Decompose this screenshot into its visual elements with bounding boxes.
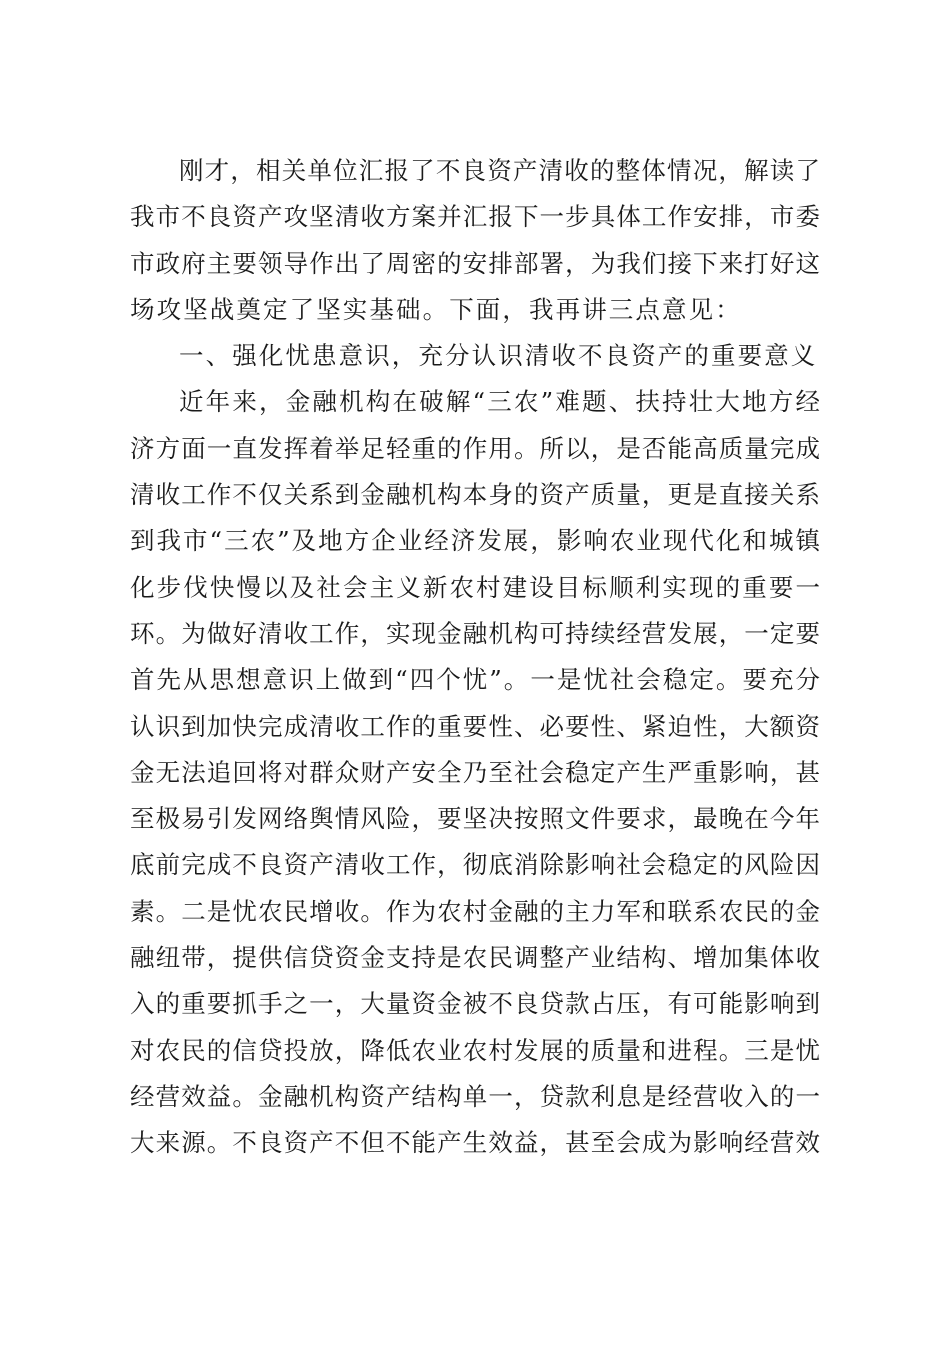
paragraph-line: 首先从思想意识上做到“四个忧”。一是忧社会稳定。要充分 [130, 665, 820, 695]
paragraph-line: 市政府主要领导作出了周密的安排部署，为我们接下来打好这 [130, 248, 820, 278]
paragraph-opening-line: 近年来，金融机构在破解“三农”难题、扶持壮大地方经 [179, 387, 820, 417]
paragraph-line: 认识到加快完成清收工作的重要性、必要性、紧迫性，大额资 [130, 711, 820, 741]
paragraph-line: 至极易引发网络舆情风险，要坚决按照文件要求，最晚在今年 [130, 804, 820, 834]
paragraph-line: 对农民的信贷投放，降低农业农村发展的质量和进程。三是忧 [130, 1035, 820, 1065]
paragraph-line: 底前完成不良资产清收工作，彻底消除影响社会稳定的风险因 [130, 850, 820, 880]
paragraph-opening-line: 刚才，相关单位汇报了不良资产清收的整体情况，解读了 [179, 156, 820, 185]
paragraph-line: 到我市“三农”及地方企业经济发展，影响农业现代化和城镇 [130, 526, 820, 556]
paragraph-line: 大来源。不良资产不但不能产生效益，甚至会成为影响经营效 [130, 1128, 820, 1158]
section-heading: 一、强化忧患意识，充分认识清收不良资产的重要意义 [179, 341, 818, 371]
paragraph-line: 融纽带，提供信贷资金支持是农民调整产业结构、增加集体收 [130, 943, 820, 973]
paragraph-line: 经营效益。金融机构资产结构单一，贷款利息是经营收入的一 [130, 1081, 820, 1111]
paragraph-line: 环。为做好清收工作，实现金融机构可持续经营发展，一定要 [130, 618, 820, 648]
paragraph-line: 入的重要抓手之一，大量资金被不良贷款占压，有可能影响到 [130, 989, 820, 1019]
paragraph-line: 我市不良资产攻坚清收方案并汇报下一步具体工作安排，市委 [130, 202, 820, 232]
paragraph-line: 场攻坚战奠定了坚实基础。下面，我再讲三点意见： [130, 294, 742, 324]
paragraph-line: 素。二是忧农民增收。作为农村金融的主力军和联系农民的金 [130, 896, 820, 926]
paragraph-line: 化步伐快慢以及社会主义新农村建设目标顺利实现的重要一 [130, 572, 820, 602]
document-body [130, 148, 820, 1167]
paragraph-line: 清收工作不仅关系到金融机构本身的资产质量，更是直接关系 [130, 480, 820, 510]
paragraph-line: 金无法追回将对群众财产安全乃至社会稳定产生严重影响，甚 [130, 757, 820, 787]
paragraph-line: 济方面一直发挥着举足轻重的作用。所以，是否能高质量完成 [130, 433, 820, 463]
